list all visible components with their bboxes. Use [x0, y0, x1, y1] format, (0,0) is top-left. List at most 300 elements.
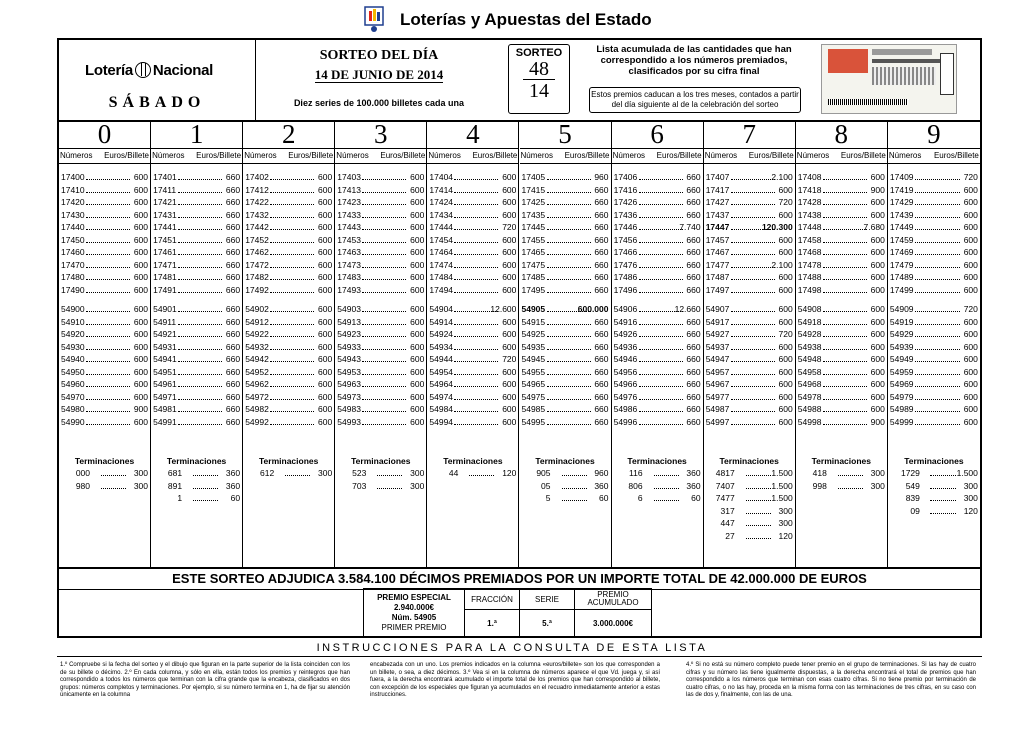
prize-amount: 600 [963, 247, 978, 257]
prize-amount: 600 [502, 366, 517, 377]
prize-amount: 600 [133, 416, 148, 427]
ticket-number: 17435 [521, 209, 546, 220]
ticket-number: 54920 [61, 329, 85, 339]
ticket-number: 54984 [429, 404, 454, 414]
prize-amount: 600 [318, 354, 333, 364]
g2-group [612, 303, 703, 428]
prize-amount: 600 [502, 184, 517, 195]
list-item [59, 416, 150, 429]
ticket-number: 54931 [153, 341, 177, 352]
ticket-number: 54970 [61, 391, 85, 402]
series-note: Diez series de 100.000 billetes cada una [293, 98, 465, 108]
prize-amount: 600 [870, 354, 885, 364]
prize-amount: 660 [686, 259, 701, 270]
prize-amount: 660 [686, 247, 701, 257]
ticket-number: 17460 [61, 247, 85, 257]
termination-number: 839 [905, 493, 920, 503]
prize-amount: 600 [963, 209, 978, 220]
prize-amount: 600 [963, 416, 978, 427]
ticket-number: 54967 [705, 379, 730, 389]
instructions-col-3: 4.º Si no está su número completo puede tener premio en el grupo de terminaciones. Si las hay de cuatro cifras y su número las tiene igualmente dispuestas, a la derecha encontrará el total de premios que han correspondido a los números que terminan con esas cuatro cifras. Si no tiene premio por terminación de cuatro cifras, o no las hay, proceda en la misma forma con las terminaciones de tres cifras, en su caso con las de dos y, finalmente, con las de una. [686, 662, 976, 699]
ticket-number: 54926 [613, 329, 638, 339]
ticket-number: 54987 [705, 404, 730, 414]
ticket-number: 17492 [245, 284, 269, 295]
serie-header: SERIE [520, 589, 575, 610]
ticket-number: 54941 [153, 354, 177, 364]
list-item [151, 492, 242, 505]
ticket-number: 17465 [521, 247, 546, 257]
prize-amount: 660 [225, 391, 241, 402]
results-sheet [57, 38, 982, 638]
prize-amount: 660 [686, 272, 701, 282]
ticket-number: 54994 [429, 416, 454, 427]
prize-amount: 600 [502, 234, 517, 245]
termination-number: 7477 [715, 493, 735, 503]
prize-amount: 600 [870, 341, 885, 352]
prize-amount: 600 [410, 316, 425, 327]
ticket-number: 54993 [337, 416, 361, 427]
ticket-number: 17486 [613, 272, 638, 282]
ticket-number: 17451 [153, 234, 177, 245]
list-item [335, 480, 426, 493]
prize-amount: 660 [686, 329, 701, 339]
ticket-number: 54995 [521, 416, 546, 427]
ticket-number: 17405 [521, 172, 546, 182]
ticket-number: 17436 [613, 209, 638, 220]
prize-amount: 660 [225, 341, 241, 352]
prize-amount: 960 [594, 468, 609, 478]
prize-amount: 660 [594, 184, 609, 195]
ticket-number: 54952 [245, 366, 269, 377]
prize-amount: 660 [594, 284, 609, 295]
ticket-number: 54963 [337, 379, 361, 389]
column-subheader [888, 149, 980, 164]
column-subheader [427, 149, 518, 164]
list-item [704, 416, 795, 429]
prize-amount: 600 [502, 272, 517, 282]
ticket-number: 17454 [429, 234, 454, 245]
prize-amount: 600 [502, 416, 517, 427]
ticket-number: 17419 [889, 184, 914, 195]
ticket-number: 54953 [337, 366, 361, 377]
prize-amount: 600 [318, 416, 333, 427]
terminaciones-group [520, 455, 611, 505]
prize-amount: 600 [502, 172, 517, 182]
termination-number: 523 [352, 468, 367, 478]
ticket-number: 17428 [797, 197, 822, 207]
terminaciones-title: Terminaciones [166, 456, 227, 466]
termination-number: 09 [910, 505, 920, 516]
termination-number: 5 [545, 493, 551, 503]
prize-amount: 600 [502, 391, 517, 402]
ticket-number: 54946 [613, 354, 638, 364]
digit-columns [59, 120, 980, 567]
prize-amount: 720 [963, 172, 978, 182]
numeros-header: Números [336, 151, 369, 160]
ticket-number: 54913 [337, 316, 361, 327]
sorteo-number: 48 [523, 59, 555, 80]
prize-amount: 300 [318, 468, 333, 478]
prize-amount: 120 [963, 505, 978, 516]
ticket-number: 54921 [153, 329, 177, 339]
prize-amount: 600 [963, 222, 978, 232]
prize-amount: 660 [686, 284, 701, 295]
prize-amount: 660 [225, 247, 241, 257]
ticket-number: 17441 [153, 222, 177, 232]
ticket-number: 54916 [613, 316, 638, 327]
prize-amount: 660 [225, 404, 241, 414]
prize-amount: 7.680 [863, 222, 885, 232]
list-item [243, 467, 334, 480]
termination-number: 703 [352, 480, 367, 491]
ticket-number: 54983 [337, 404, 361, 414]
prize-amount: 600 [870, 304, 885, 314]
brand-left: Lotería [85, 62, 133, 79]
list-item [520, 416, 611, 429]
list-item [427, 284, 518, 297]
column-subheader [335, 149, 426, 164]
sorteo-number-box [508, 44, 570, 114]
ticket-number: 54911 [153, 316, 177, 327]
prize-amount: 600 [318, 234, 333, 245]
ticket-number: 17471 [153, 259, 177, 270]
prize-amount: 600 [778, 304, 793, 314]
ticket-number: 17406 [613, 172, 638, 182]
prize-amount: 720 [502, 222, 517, 232]
ticket-number: 54923 [337, 329, 361, 339]
prize-amount: 720 [778, 197, 793, 207]
terminaciones-title: Terminaciones [351, 456, 411, 466]
prize-amount: 600 [410, 391, 425, 402]
ticket-number: 54955 [521, 366, 546, 377]
prize-amount: 600 [963, 197, 978, 207]
ticket-number: 17474 [429, 259, 454, 270]
premio-especial-number: Núm. 54905 [391, 613, 437, 622]
prize-amount: 600 [870, 172, 885, 182]
premio-especial-cell [364, 589, 465, 638]
ticket-number: 17455 [521, 234, 546, 245]
column-digit: 3 [335, 120, 426, 149]
ticket-number: 17440 [61, 222, 85, 232]
prize-amount: 600 [963, 259, 978, 270]
ticket-number: 17467 [705, 247, 730, 257]
sorteo-title: SORTEO DEL DÍA [319, 48, 439, 63]
prize-amount: 600 [778, 366, 793, 377]
ticket-number: 17473 [337, 259, 361, 270]
prize-amount: 600 [502, 197, 517, 207]
prize-amount: 600 [410, 341, 425, 352]
list-item [520, 284, 611, 297]
ticket-number: 17457 [705, 234, 730, 245]
ticket-number: 54927 [705, 329, 730, 339]
numeros-header: Números [520, 151, 553, 160]
ticket-number: 54917 [705, 316, 730, 327]
euros-header: Euros/Billete [564, 151, 610, 160]
prize-amount: 600 [502, 316, 517, 327]
prize-amount: 660 [686, 416, 701, 427]
ticket-number: 54979 [889, 391, 914, 402]
prize-amount: 360 [686, 468, 701, 478]
list-item [796, 416, 887, 429]
list-item [243, 284, 334, 297]
column-7 [704, 120, 796, 567]
termination-number: 905 [536, 468, 551, 478]
ticket-number: 17417 [705, 184, 730, 195]
prize-amount: 660 [225, 284, 241, 295]
prize-amount: 660 [686, 316, 701, 327]
prize-amount: 720 [778, 329, 793, 339]
prize-amount: 660 [225, 416, 241, 427]
ticket-number: 17402 [245, 172, 269, 182]
column-subheader [520, 149, 611, 164]
ticket-number: 54991 [153, 416, 177, 427]
termination-number: 4817 [715, 468, 735, 478]
ticket-number: 54939 [889, 341, 914, 352]
prize-amount: 600 [133, 184, 148, 195]
termination-number: 6 [637, 493, 643, 503]
prize-amount: 600 [410, 379, 425, 389]
column-digit: 5 [520, 120, 611, 149]
euros-header: Euros/Billete [748, 151, 794, 160]
prize-amount: 660 [225, 272, 241, 282]
ticket-number: 54947 [705, 354, 730, 364]
prize-amount: 2.100 [771, 259, 793, 270]
numeros-header: Números [428, 151, 461, 160]
list-item [243, 416, 334, 429]
ticket-number: 54992 [245, 416, 269, 427]
ticket-number: 54949 [889, 354, 914, 364]
g2-group [796, 303, 887, 428]
ticket-number: 54933 [337, 341, 361, 352]
prize-amount: 600 [133, 197, 148, 207]
prize-amount: 660 [225, 234, 241, 245]
ticket-number: 54919 [889, 316, 914, 327]
prize-amount: 600 [778, 272, 793, 282]
ticket-number: 54935 [521, 341, 546, 352]
ticket-number: 17485 [521, 272, 546, 282]
instructions-col-1: 1.º Compruebe si la fecha del sorteo y el dibujo que figuran en la parte superior de la lista coinciden con los de su billete o décimo. 2.º En cada columna, y sólo en ella, están todos los premios y reintegros que han correspondido a todos los números que terminan con la cifra grande que la encabeza, clasificados en dos grupos: números completos y terminaciones. Por ejemplo, si su número termina en 1, ha de fijar su atención únicamente en la columna [60, 662, 350, 699]
termination-number: 612 [260, 468, 275, 478]
termination-number: 681 [167, 468, 183, 478]
fraccion-value: 1.ª [465, 610, 520, 638]
termination-number: 000 [75, 468, 90, 478]
prize-amount: 600 [318, 222, 333, 232]
prize-amount: 660 [686, 184, 701, 195]
ticket-number: 17439 [889, 209, 914, 220]
ticket-number: 17484 [429, 272, 454, 282]
prize-amount: 660 [225, 366, 241, 377]
prize-amount: 600 [870, 272, 885, 282]
ticket-number: 17443 [337, 222, 361, 232]
ticket-number: 17412 [245, 184, 269, 195]
ticket-number: 17459 [889, 234, 914, 245]
prize-amount: 600 [133, 284, 148, 295]
column-9 [888, 120, 980, 567]
prize-amount: 60 [230, 493, 241, 503]
g1-group [796, 171, 887, 296]
prize-amount: 60 [691, 493, 701, 503]
ticket-number: 17409 [889, 172, 914, 182]
prize-amount: 600 [318, 172, 333, 182]
numeros-header: Números [60, 151, 93, 160]
top-bar [0, 0, 1024, 38]
list-item [151, 284, 242, 297]
ticket-number: 17491 [153, 284, 177, 295]
prize-amount: 600 [778, 416, 793, 427]
ticket-number: 17446 [613, 222, 638, 232]
prize-amount: 660 [686, 234, 701, 245]
ticket-number: 17426 [613, 197, 638, 207]
ticket-number: 54976 [613, 391, 638, 402]
terminaciones-title: Terminaciones [719, 456, 779, 466]
ticket-number: 54943 [337, 354, 361, 364]
prize-amount: 600 [870, 329, 885, 339]
terminaciones-group [612, 455, 703, 505]
ticket-number: 17410 [61, 184, 85, 195]
prize-amount: 660 [594, 366, 609, 377]
list-item [888, 505, 980, 518]
ticket-number: 17430 [61, 209, 85, 220]
prize-amount: 660 [594, 341, 609, 352]
ticket-number: 54924 [429, 329, 454, 339]
termination-number: 447 [720, 518, 735, 528]
euros-header: Euros/Billete [196, 151, 242, 160]
ticket-number: 17400 [61, 172, 85, 182]
terminaciones-group [243, 455, 334, 480]
ticket-number: 17469 [889, 247, 914, 257]
ticket-number: 17408 [797, 172, 822, 182]
column-digit: 6 [612, 120, 703, 149]
euros-header: Euros/Billete [933, 151, 979, 160]
numeros-header: Números [244, 151, 277, 160]
g2-group [427, 303, 518, 428]
column-digit: 7 [704, 120, 795, 149]
prize-amount: 300 [963, 493, 978, 503]
prize-amount: 660 [225, 379, 241, 389]
prize-amount: 600 [410, 354, 425, 364]
list-item [427, 416, 518, 429]
prize-amount: 600 [133, 247, 148, 257]
prize-amount: 600 [502, 379, 517, 389]
prize-amount: 660 [594, 404, 609, 414]
ticket-number: 17429 [889, 197, 914, 207]
prize-amount: 660 [225, 329, 241, 339]
prize-amount: 960 [594, 172, 609, 182]
numeros-header: Números [612, 151, 646, 160]
ticket-number: 54936 [613, 341, 638, 352]
list-item [704, 530, 795, 543]
ticket-number: 54909 [889, 304, 914, 314]
sheet-header [59, 40, 980, 122]
prize-amount: 12.600 [490, 304, 517, 314]
prize-amount: 720 [963, 304, 978, 314]
ticket-number: 54928 [797, 329, 822, 339]
prize-amount: 660 [686, 404, 701, 414]
ticket-number: 17432 [245, 209, 269, 220]
euros-header: Euros/Billete [656, 151, 702, 160]
ticket-number: 54937 [705, 341, 730, 352]
acumulado-value: 3.000.000€ [575, 610, 652, 638]
prize-amount: 600 [410, 247, 425, 257]
ticket-number: 54960 [61, 379, 85, 389]
prize-amount: 660 [225, 222, 241, 232]
prize-amount: 600 [410, 197, 425, 207]
prize-amount: 600 [133, 222, 148, 232]
prize-amount: 600 [133, 329, 148, 339]
prize-amount: 660 [594, 209, 609, 220]
g1-group [335, 171, 426, 296]
g2-group [243, 303, 334, 428]
prize-amount: 600 [963, 404, 978, 414]
ticket-number: 54996 [613, 416, 638, 427]
ticket-number: 54961 [153, 379, 177, 389]
ticket-number: 17425 [521, 197, 546, 207]
ticket-number: 54905 [521, 304, 546, 314]
list-item [796, 480, 887, 493]
prize-amount: 600 [778, 184, 793, 195]
sorteo-info [256, 40, 502, 120]
sorteo-label: SORTEO [515, 47, 563, 59]
prize-amount: 600 [870, 379, 885, 389]
column-digit: 9 [888, 120, 980, 149]
premio-especial-label: PREMIO ESPECIAL [377, 593, 451, 602]
prize-amount: 660 [594, 272, 609, 282]
ticket-number: 54986 [613, 404, 638, 414]
ticket-number: 54956 [613, 366, 638, 377]
ticket-number: 17442 [245, 222, 269, 232]
terminaciones-group [335, 455, 426, 492]
ticket-number: 54942 [245, 354, 269, 364]
prize-amount: 660 [594, 391, 609, 402]
list-item [612, 492, 703, 505]
brand-logo [85, 62, 213, 79]
ticket-number: 54962 [245, 379, 269, 389]
prize-amount: 660 [225, 184, 241, 195]
numeros-header: Números [888, 151, 922, 160]
ticket-number: 54980 [61, 404, 85, 414]
prize-amount: 600 [870, 404, 885, 414]
terminaciones-title: Terminaciones [443, 456, 503, 466]
list-item [151, 416, 242, 429]
ticket-number: 17479 [889, 259, 914, 270]
terminaciones-group [59, 455, 150, 492]
serie-value: 5.ª [520, 610, 575, 638]
prize-amount: 300 [963, 480, 978, 491]
prize-amount: 600 [318, 259, 333, 270]
ticket-number: 54925 [521, 329, 546, 339]
ticket-number: 17427 [705, 197, 730, 207]
column-digit: 4 [427, 120, 518, 149]
instructions-col-2: encabezada con un uno. Los premios indicados en la columna «euros/billete» son los que corresponden a un billete, o sea, a diez décimos. 3.º Vea si en la columna de números aparece el que Vd. juega y, si así fuera, a la derecha encontrará acumulado el importe total de los premios que han correspondido al billete, con excepción de los especiales que figuran ya acumulados en el recuadro inmediatamente anterior a estas instrucciones. [370, 662, 660, 699]
ticket-number: 54965 [521, 379, 546, 389]
prize-amount: 600 [778, 391, 793, 402]
prize-amount: 600 [778, 234, 793, 245]
terminaciones-group [796, 455, 887, 492]
prize-amount: 600 [870, 284, 885, 295]
prize-amount: 600 [778, 284, 793, 295]
ticket-number: 17494 [429, 284, 454, 295]
ticket-number: 54978 [797, 391, 822, 402]
ticket-number: 17423 [337, 197, 361, 207]
ticket-number: 54990 [61, 416, 85, 427]
ticket-number: 17489 [889, 272, 914, 282]
prize-amount: 600 [870, 247, 885, 257]
prize-amount: 600 [410, 209, 425, 220]
numeros-header: Números [152, 151, 185, 160]
ticket-number: 54918 [797, 316, 822, 327]
ticket-number: 54912 [245, 316, 269, 327]
ticket-number: 17487 [705, 272, 730, 282]
